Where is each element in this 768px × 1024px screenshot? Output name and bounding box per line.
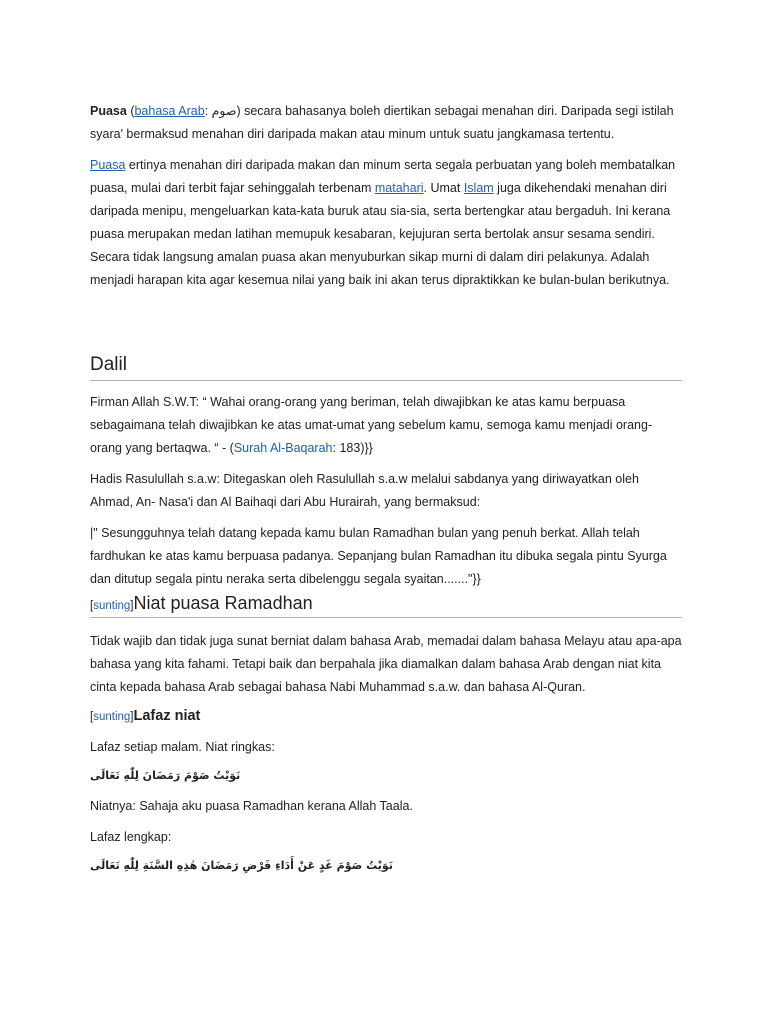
definition-paragraph: Puasa ertinya menahan diri daripada makan dan minum serta segala perbuatan yang boleh membatalkan puasa, mulai dari terbit fajar sehinggalah terbenam matahari. Umat Islam juga dikehendaki menahan diri daripada menipu, mengeluarkan kata-kata buruk atau sia-sia, serta bertengkar atau bergaduh. Ini kerana puasa merupakan medan latihan memupuk kesabaran, kejujuran serta bertolak ansur sesama sendiri. Secara tidak langsung amalan puasa akan menyuburkan sikap murni di dalam diri pelakunya. Adalah menjadi harapan kita agar kesemua nilai yang baik ini akan terus dipraktikkan ke bulan-bulan berikutnya. xyxy=(90,158,676,287)
hadis-paragraph: Hadis Rasulullah s.a.w: Ditegaskan oleh Rasulullah s.a.w melalui sabdanya yang diriwayatkan oleh Ahmad, An- Nasa'i dan Al Baihaqi dari Abu Hurairah, yang bermaksud: xyxy=(90,472,639,509)
hadis-quote: |" Sesungguhnya telah datang kepada kamu bulan Ramadhan bulan yang penuh berkat. Allah telah fardhukan ke atas kamu berpuasa padanya. Sepanjang bulan Ramadhan itu dibuka segala pintu Syurga dan ditutup segala pintu neraka serta dibelenggu segala syaitan......."}} xyxy=(90,526,667,586)
lafaz-malam-text: Lafaz setiap malam. Niat ringkas: xyxy=(90,740,275,754)
sunting-link[interactable]: sunting xyxy=(93,711,131,723)
link-surah-al-baqarah[interactable]: Surah Al-Baqarah xyxy=(233,441,333,455)
edit-link-niat: [sunting] xyxy=(90,600,134,612)
arabic-word: : صوم xyxy=(204,104,237,118)
link-puasa[interactable]: Puasa xyxy=(90,158,126,172)
heading-dalil: Dalil xyxy=(90,354,682,381)
firman-paragraph: Firman Allah S.W.T: “ Wahai orang-orang yang beriman, telah diwajibkan ke atas kamu berpuasa sebagaimana telah diwajibkan ke atas umat-umat yang sebelum kamu, semoga kamu menjadi orang-orang yang bertaqwa. “ - (Surah Al-Baqarah: 183)}} xyxy=(90,395,653,455)
heading-lafaz-title: Lafaz niat xyxy=(133,708,201,724)
link-matahari[interactable]: matahari xyxy=(374,181,424,195)
arabic-niat-short: نَوَيْتُ صَوْمَ رَمَضَانَ لِلّٰهِ تَعَالَى xyxy=(90,769,241,782)
niat-paragraph: Tidak wajib dan tidak juga sunat berniat dalam bahasa Arab, memadai dalam bahasa Melayu atau apa-apa bahasa yang kita fahami. Tetapi baik dan berpahala jika diamalkan dalam bahasa Arab dengan niat kita cinta kepada bahasa Arab sebagai bahasa Nabi Muhammad s.a.w. dan bahasa Al-Quran. xyxy=(90,634,682,694)
heading-lafaz xyxy=(90,705,682,728)
heading-niat-title: Niat puasa Ramadhan xyxy=(133,593,313,613)
edit-link-lafaz: [sunting] xyxy=(90,711,134,723)
sunting-link[interactable]: sunting xyxy=(93,600,131,612)
article-body xyxy=(90,100,682,877)
arabic-niat-full: نَوَيْتُ صَوْمَ غَدٍ عَنْ أَدَاءِ فَرْضِ رَمَضَانَ هٰذِهِ السَّنَةِ لِلّٰهِ تَعَالَى xyxy=(90,859,393,872)
lafaz-lengkap-text: Lafaz lengkap: xyxy=(90,830,172,844)
link-islam[interactable]: Islam xyxy=(463,181,494,195)
term-puasa: Puasa xyxy=(90,104,127,118)
niatnya-text: Niatnya: Sahaja aku puasa Ramadhan kerana Allah Taala. xyxy=(90,799,413,813)
intro-paragraph: Puasa (bahasa Arab: صوم) secara bahasanya boleh diertikan sebagai menahan diri. Daripada segi istilah syara' bermaksud menahan diri daripada makan atau minum untuk suatu jangkamasa tertentu. xyxy=(90,104,674,141)
heading-niat xyxy=(90,593,682,618)
link-bahasa-arab[interactable]: bahasa Arab xyxy=(134,104,205,118)
